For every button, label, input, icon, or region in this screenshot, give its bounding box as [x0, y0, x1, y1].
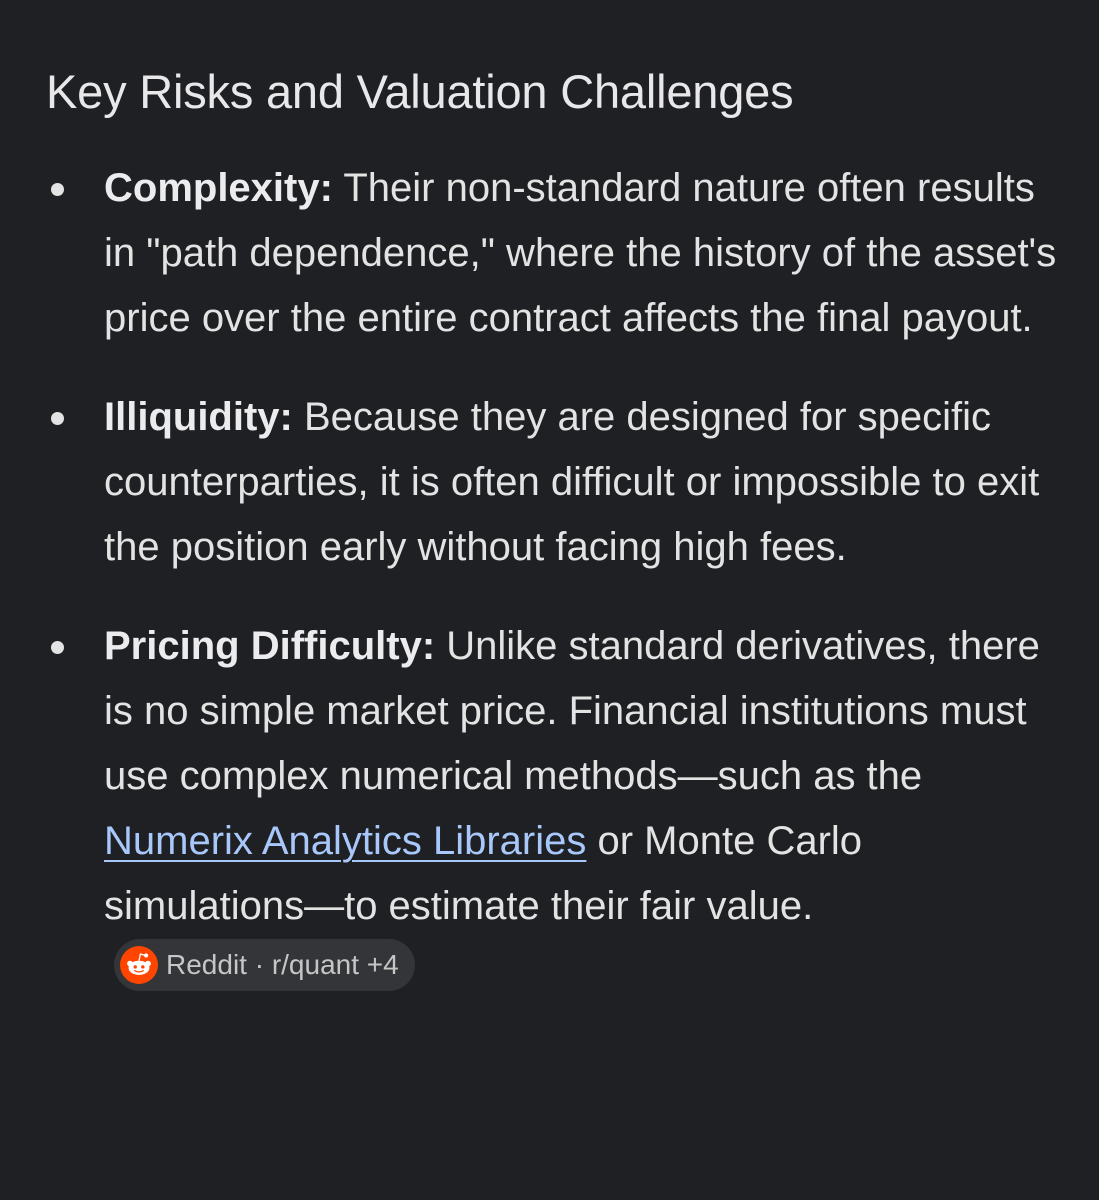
- bullet-dot-icon: [51, 412, 64, 425]
- section-heading: Key Risks and Valuation Challenges: [46, 65, 794, 118]
- bullet-dot-icon: [51, 183, 64, 196]
- answer-content: [46, 62, 1066, 1044]
- bullet-text-after-link: or Monte Carlo simulations—to estimate their fair value.: [104, 819, 863, 928]
- bullet-title: Pricing Difficulty:: [104, 624, 436, 668]
- reddit-icon: [120, 946, 158, 984]
- source-chip-button[interactable]: [114, 939, 415, 991]
- bullet-dot-icon: [51, 641, 64, 654]
- bullet-text: Their non-standard nature often results in "path dependence," where the history of the asset's price over the entire contract affects the final payout.: [104, 166, 1057, 340]
- bullet-title: Illiquidity:: [104, 395, 293, 439]
- risk-list: [46, 156, 1066, 1010]
- bullet-title: Complexity:: [104, 166, 333, 210]
- list-item-complexity: [46, 156, 1066, 351]
- list-item-pricing-difficulty: [46, 614, 1066, 1010]
- bullet-text-before-link: Unlike standard derivatives, there is no simple market price. Financial institutions must use complex numerical methods—such as the: [104, 624, 1040, 798]
- list-item-illiquidity: [46, 385, 1066, 580]
- source-chip-label: Reddit · r/quant +4: [166, 949, 399, 980]
- numerix-link[interactable]: Numerix Analytics Libraries: [104, 819, 587, 863]
- bullet-text: Because they are designed for specific counterparties, it is often difficult or impossible to exit the position early without facing high fees.: [104, 395, 1040, 569]
